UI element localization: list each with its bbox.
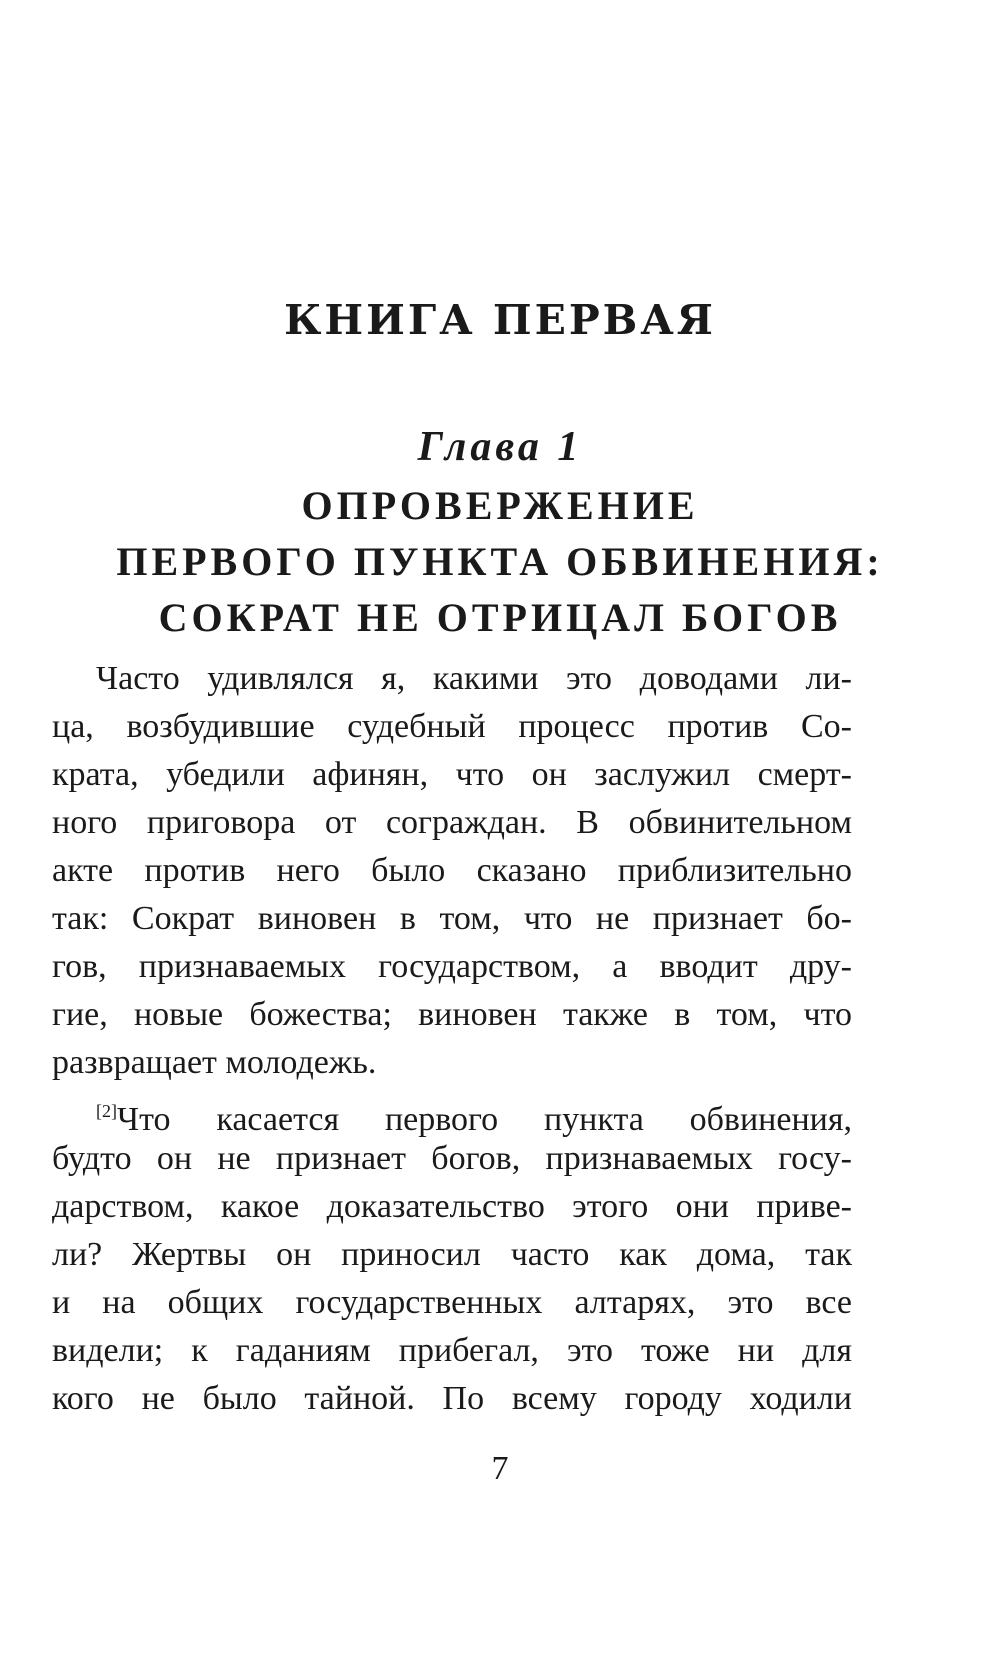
text-line: ли? Жертвы он приносил часто как дома, так	[52, 1236, 852, 1273]
text-line: будто он не признает богов, признаваемых госу-	[52, 1140, 852, 1177]
text-line: Часто удивлялся я, какими это доводами ли-	[96, 660, 852, 697]
chapter-title	[0, 478, 1000, 646]
text-line: гие, новые божества; виновен также в том, что	[52, 996, 852, 1033]
chapter-title-line: ПЕРВОГО ПУНКТА ОБВИНЕНИЯ:	[116, 539, 884, 584]
body-text	[52, 655, 852, 1423]
text-line: гов, признаваемых государством, а вводит дру-	[52, 948, 852, 985]
text-line-content: Что касается первого пункта обвинения,	[117, 1101, 852, 1138]
text-line: кого не было тайной. По всему городу ходили	[52, 1380, 852, 1417]
text-line	[52, 1087, 852, 1138]
text-line: акте против него было сказано приблизительно	[52, 852, 852, 889]
chapter-title-line: СОКРАТ НЕ ОТРИЦАЛ БОГОВ	[158, 595, 842, 640]
text-line: развращает молодежь.	[52, 1044, 377, 1081]
chapter-label: Глава 1	[417, 424, 583, 470]
paragraph-2	[52, 1087, 852, 1423]
text-line: ного приговора от сограждан. В обвинительном	[52, 804, 852, 841]
paragraph-1	[52, 655, 852, 1087]
text-line: и на общих государственных алтарях, это все	[52, 1284, 852, 1321]
chapter-title-line: ОПРОВЕРЖЕНИЕ	[301, 483, 699, 528]
text-line: крата, убедили афинян, что он заслужил смерт-	[52, 756, 852, 793]
text-line: ца, возбудившие судебный процесс против Со-	[52, 708, 852, 745]
page-number: 7	[491, 1450, 509, 1487]
text-line: видели; к гаданиям прибегал, это тоже ни для	[52, 1332, 852, 1369]
text-line: дарством, какое доказательство этого они приве-	[52, 1188, 852, 1225]
book-title: КНИГА ПЕРВАЯ	[284, 296, 716, 344]
text-line: так: Сократ виновен в том, что не признает бо-	[52, 900, 852, 937]
section-marker: [2]	[96, 1101, 117, 1121]
